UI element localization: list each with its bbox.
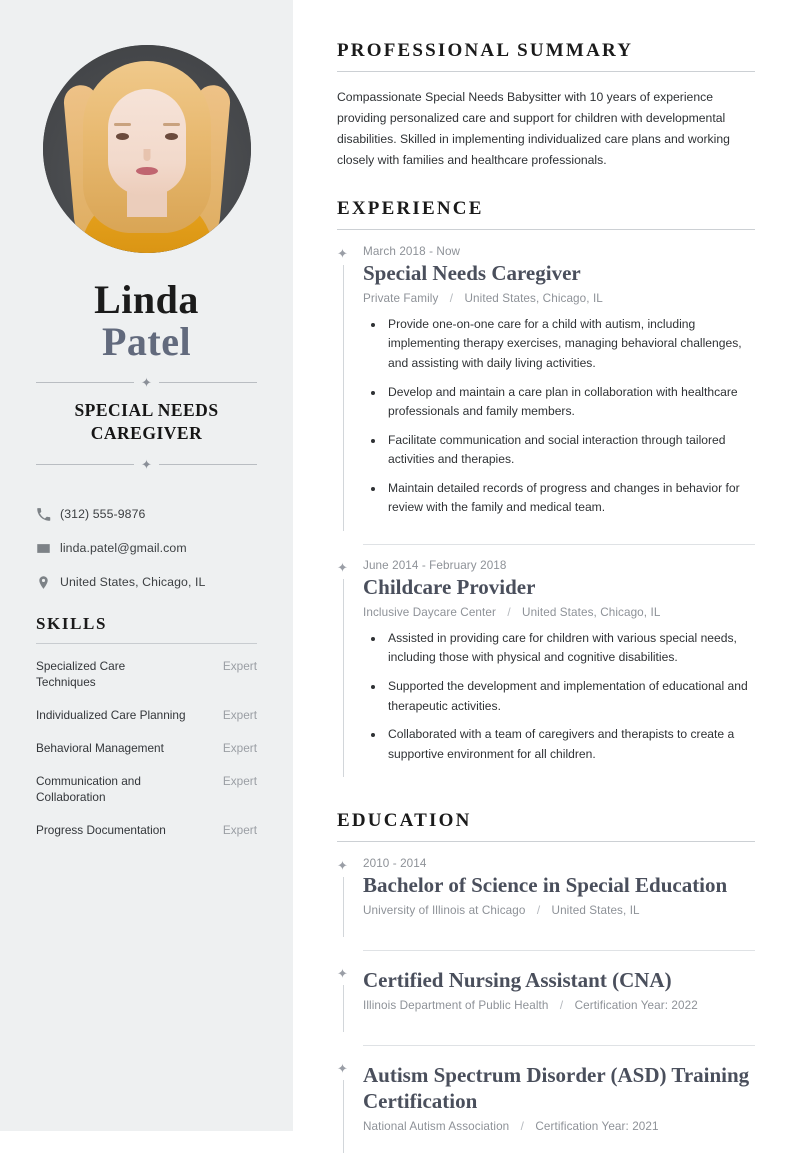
entry-location: Certification Year: 2021 [535, 1119, 659, 1133]
bullet-item: • Facilitate communication and social interaction through tailored activities and therapies. [385, 431, 755, 470]
experience-heading: EXPERIENCE [337, 197, 484, 219]
bullet-item: • Provide one-on-one care for a child with autism, including implementing therapy exercises, managing behavioral challenges, and assisting with daily living activities. [385, 315, 755, 374]
star-icon: ✦ [337, 245, 348, 261]
star-icon: ✦ [141, 375, 152, 390]
skill-level: Expert [222, 823, 257, 837]
entry-title: Autism Spectrum Disorder (ASD) Training Certification [363, 1062, 750, 1113]
skill-name: Progress Documentation [36, 823, 166, 837]
ornament-divider-top [36, 376, 257, 389]
meta-separator: / [536, 904, 541, 918]
entry-date: June 2014 - February 2018 [363, 558, 507, 572]
contact-location[interactable] [36, 575, 257, 590]
entry-title: Childcare Provider [363, 574, 536, 599]
phone-icon [36, 507, 60, 522]
timeline-marker [337, 857, 363, 937]
entry-date: 2010 - 2014 [363, 857, 427, 871]
contact-email-value: linda.patel@gmail.com [60, 541, 187, 555]
skills-rule [36, 643, 257, 644]
skill-level: Expert [222, 740, 257, 755]
education-section [337, 810, 755, 1152]
timeline-line [343, 265, 344, 531]
star-icon: ✦ [337, 858, 348, 874]
first-name: Linda [94, 277, 199, 322]
star-icon: ✦ [337, 966, 348, 982]
timeline-line [343, 985, 344, 1032]
meta-separator: / [449, 291, 454, 305]
entry-meta [363, 999, 755, 1012]
timeline-line [343, 1080, 344, 1153]
skills-list [36, 658, 257, 839]
skill-item [36, 822, 257, 839]
entry-organization: University of Illinois at Chicago [363, 904, 526, 918]
skill-level: Expert [222, 708, 257, 722]
skill-item [36, 740, 257, 757]
timeline-marker [337, 245, 363, 531]
education-entry [337, 857, 755, 937]
entry-organization: Private Family [363, 291, 439, 305]
entry-title: Bachelor of Science in Special Education [363, 873, 728, 898]
entry-organization: Illinois Department of Public Health [363, 998, 549, 1012]
location-icon [36, 575, 60, 590]
timeline-marker [337, 965, 363, 1032]
skills-heading: SKILLS [36, 613, 108, 633]
entry-location: United States, Chicago, IL [522, 605, 661, 619]
skill-item [36, 707, 257, 724]
headline: SPECIAL NEEDS CAREGIVER [74, 400, 219, 443]
skill-item [36, 658, 257, 692]
entry-divider [363, 1045, 755, 1046]
entry-meta [363, 292, 755, 305]
meta-separator: / [559, 998, 564, 1012]
skill-level: Expert [222, 658, 257, 673]
education-entry [337, 1060, 755, 1153]
photo-container [36, 45, 257, 253]
entry-meta [363, 904, 755, 917]
entry-date: March 2018 - Now [363, 244, 461, 258]
main-content [293, 0, 800, 1131]
experience-entry [337, 559, 755, 777]
skill-name: Behavioral Management [36, 740, 164, 755]
experience-entry [337, 245, 755, 531]
contact-phone[interactable] [36, 507, 257, 522]
entry-organization: National Autism Association [363, 1119, 510, 1133]
contact-list [36, 507, 257, 590]
skill-name: Individualized Care Planning [36, 708, 186, 722]
bullet-item: • Develop and maintain a care plan in collaboration with healthcare professionals and family members. [385, 383, 755, 422]
entry-bullets [363, 315, 755, 518]
timeline-line [343, 877, 344, 937]
bullet-item: • Collaborated with a team of caregivers and therapists to create a supportive environment for all children. [385, 725, 755, 764]
entry-title: Certified Nursing Assistant (CNA) [363, 968, 672, 993]
last-name: Patel [101, 319, 192, 364]
summary-section [337, 40, 755, 171]
meta-separator: / [520, 1119, 524, 1133]
contact-location-value: United States, Chicago, IL [60, 575, 206, 589]
bullet-item: • Supported the development and implementation of educational and therapeutic activities. [385, 677, 755, 716]
entry-location: United States, Chicago, IL [464, 291, 603, 305]
entry-divider [363, 950, 755, 951]
contact-phone-value: (312) 555-9876 [60, 507, 146, 521]
star-icon: ✦ [337, 559, 348, 575]
timeline-marker [337, 559, 363, 777]
skill-name: Specialized Care Techniques [36, 658, 126, 690]
skill-level: Expert [222, 773, 257, 788]
bullet-item: • Maintain detailed records of progress and changes in behavior for review with the family and medical team. [385, 479, 755, 518]
entry-meta [363, 606, 755, 619]
education-heading: EDUCATION [337, 810, 472, 832]
education-entry [337, 965, 755, 1032]
sidebar [0, 0, 293, 1131]
contact-email[interactable] [36, 541, 257, 556]
education-rule [337, 841, 755, 842]
timeline-line [343, 579, 344, 777]
experience-rule [337, 229, 755, 230]
bullet-item: • Assisted in providing care for children with various special needs, including those with physical and cognitive disabilities. [385, 629, 755, 668]
experience-section [337, 198, 755, 777]
entry-location: Certification Year: 2022 [574, 998, 698, 1012]
timeline-marker [337, 1060, 363, 1153]
summary-text: Compassionate Special Needs Babysitter with 10 years of experience providing personalized care and support for children with developmental disabilities. Skilled in implementing individualized care plans and working closely with families and healthcare professionals. [337, 90, 730, 167]
entry-bullets [363, 629, 755, 764]
star-icon: ✦ [141, 456, 152, 472]
entry-title: Special Needs Caregiver [363, 260, 581, 285]
avatar [43, 45, 251, 253]
skill-name: Communication and Collaboration [36, 773, 141, 805]
ornament-divider-bottom [36, 458, 257, 471]
meta-separator: / [507, 605, 511, 619]
star-icon: ✦ [337, 1060, 348, 1076]
summary-heading: PROFESSIONAL SUMMARY [337, 40, 634, 61]
summary-rule [337, 71, 755, 72]
entry-organization: Inclusive Daycare Center [363, 605, 496, 619]
entry-divider [363, 544, 755, 545]
skill-item [36, 773, 257, 807]
email-icon [36, 541, 60, 556]
name-block [36, 279, 257, 471]
entry-location: United States, IL [551, 904, 640, 918]
